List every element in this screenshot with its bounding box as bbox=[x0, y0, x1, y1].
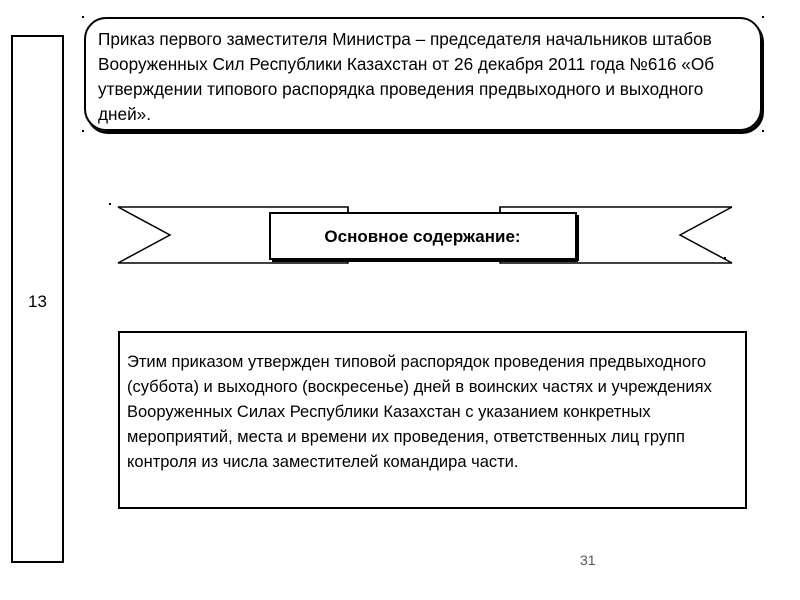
content-text: Этим приказом утвержден типовой распорядок проведения предвыходного (суббота) и выходного (воскресенье) дней в воинских частях и учреждениях Вооруженных Силах Республики Казахстан с указанием конкретных мероприятий, места и времени их проведения, ответственных лиц групп контроля из числа заместителей командира части. bbox=[127, 353, 712, 471]
corner-mark bbox=[82, 16, 84, 18]
corner-mark bbox=[109, 203, 111, 205]
page-number: 31 bbox=[580, 552, 596, 568]
order-title: Приказ первого заместителя Министра – председателя начальников штабов Вооруженных Сил Республики Казахстан от 26 декабря 2011 года №616 «Об утверждении типового распорядка проведения предвыходного и выходного дней». bbox=[98, 29, 715, 124]
ribbon-banner bbox=[100, 195, 750, 275]
content-box bbox=[118, 331, 747, 509]
order-title-box bbox=[84, 17, 762, 131]
side-number-box bbox=[11, 35, 64, 563]
corner-mark bbox=[762, 130, 764, 132]
corner-mark bbox=[724, 257, 726, 259]
banner-label: Основное содержание: bbox=[324, 227, 521, 246]
corner-mark bbox=[762, 16, 764, 18]
side-number: 13 bbox=[28, 292, 47, 311]
corner-mark bbox=[82, 130, 84, 132]
